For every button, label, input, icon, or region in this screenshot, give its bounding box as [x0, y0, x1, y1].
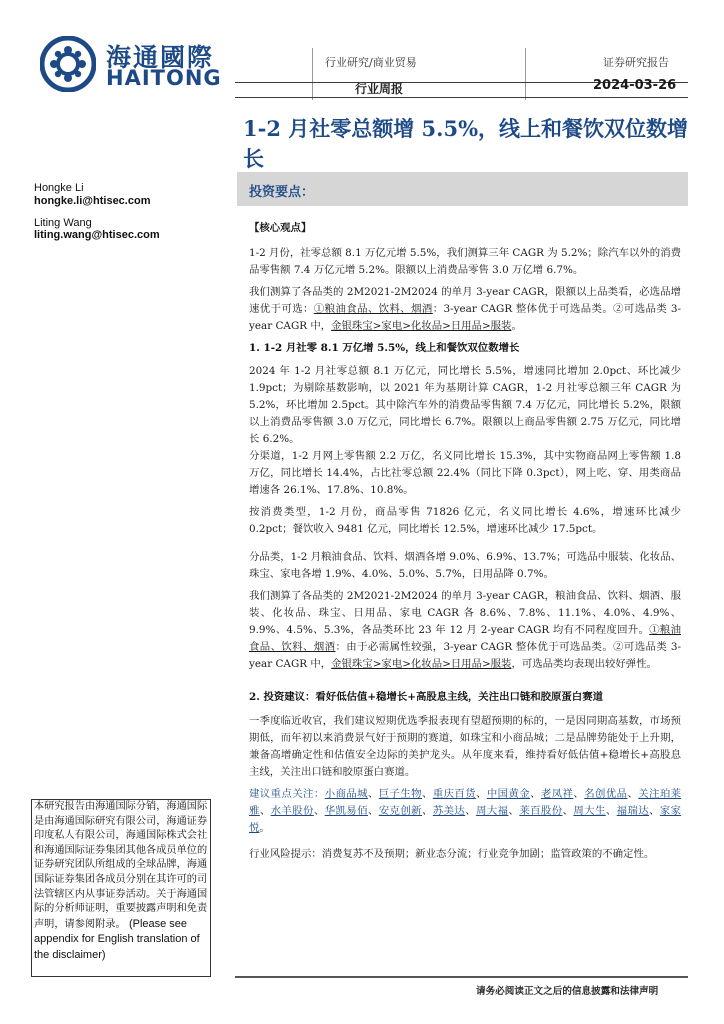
paragraph-text: 2024 年 1-2 月社零总额 8.1 万亿元，同比增长 5.5%，增速同比增加 2.0pct、环比减少 1.9pct；为剔除基数影响，以 2021 年为基期计算 CAGR，1-2 月社零总额三年 CAGR 为 5.2%，环比增加 2.5pct。其中除汽车外的消费品零售额 7.4 万亿元，同比增长 5.2%，限额以上消费品零售额 3.0 万亿元，同比增长 6.7%。限额以上商品零售额 2.75 万亿元，同比增长 6.2%。	[249, 365, 681, 445]
report-date: 2024-03-26	[593, 78, 677, 93]
paragraph-text: 分品类，1-2 月粮油食品、饮料、烟酒各增 9.0%、6.9%、13.7%；可选品中服装、化妆品、珠宝、家电各增 1.9%、4.0%、5.0%、5.7%，日用品降 0.7%。	[249, 551, 681, 580]
stock-link[interactable]: 重庆百货	[432, 788, 477, 800]
section-label: 投资要点：	[249, 185, 315, 200]
report-kind: 证券研究报告	[603, 56, 669, 69]
analyst-name: Hongke Li	[34, 182, 84, 194]
analyst-email[interactable]: hongke.li@htisec.com	[34, 195, 151, 207]
risk-text: 行业风险提示：消费复苏不及预期；新业态分流；行业竞争加剧；监管政策的不确定性。	[249, 848, 655, 860]
paragraph-text: 我们测算了各品类的 2M2021-2M2024 的单月 3-year CAGR，粮油食品、饮料、烟酒、服装、化妆品、珠宝、日用品、家电 CAGR 各 8.6%、7.8%、11.1%、4.0%、4.9%、9.9%、4.5%、5.3%，各品类环比 23 年 12 月 2-year CAGR 均有不同程度回升。①粮油食品、饮料、烟酒：由于必需属性较强，3-year CAGR 整体优于可选品类。②可选品类 3-year CAGR 中，金银珠宝>家电>化妆品>日用品>服装，可选品类均表现出较好弹性。	[249, 590, 682, 670]
staple-categories: ①粮油食品、饮料、烟酒	[313, 303, 433, 315]
stock-link[interactable]: 莱百股份	[519, 805, 563, 817]
stock-link[interactable]: 名创优品	[584, 788, 628, 800]
disclaimer-en: (Please see appendix for English translation of the disclaimer)	[34, 917, 200, 961]
stock-link[interactable]: 周大福	[476, 805, 509, 817]
paragraph-text: 1-2 月份，社零总额 8.1 万亿元增 5.5%，我们测算三年 CAGR 为 5.2%；除汽车以外的消费品零售额 7.4 万亿元增 5.2%。限额以上消费品零售 3.0 万亿增 6.7%。	[249, 247, 681, 276]
section-heading: 1. 1-2 月社零 8.1 万亿增 5.5%，线上和餐饮双位数增长	[249, 342, 520, 354]
paragraph	[249, 448, 681, 499]
staple-categories: ①粮油食品、饮料、烟酒	[249, 624, 682, 653]
paragraph	[249, 588, 681, 673]
paragraph	[249, 713, 681, 781]
header-divider	[312, 48, 313, 100]
stock-list: 小商品城、巨子生物、重庆百货、中国黄金、老凤祥、名创优品、关注珀莱雅、水羊股份、华凯易佰、安克创新、苏美达、周大福、莱百股份、周大生、福瑞达、家家悦	[249, 788, 682, 834]
paragraph	[249, 549, 681, 583]
risk-note	[249, 846, 681, 863]
paragraph-text: 按消费类型，1-2 月份，商品零售 71826 亿元，名义同比增长 4.6%，增速环比减少 0.2pct；餐饮收入 9481 亿元，同比增长 12.5%，增速环比减少 17.5pct。	[249, 506, 681, 535]
paragraph-text: 一季度临近收官，我们建议短期优选季报表现有望超预期的标的，一是因同期高基数，市场预期低，而年初以来消费景气好于预期的赛道，如珠宝和小商品城；二是品牌势能处于上升期，兼备高增确定性和估值安全边际的美护龙头。从年度来看，维持看好低估值+稳增长+高股息主线，关注出口链和胶原蛋白赛道。	[249, 715, 681, 778]
disclaimer-cn: 本研究报告由海通国际分销，海通国际是由海通国际研究有限公司，海通证券印度私人有限公司，海通国际株式会社和海通国际证券集团其他各成员单位的证券研究团队所组成的全球品牌，海通国际证券集团各成员分别在其许可的司法管辖区内从事证券活动。关于海通国际的分析师证明，重要披露声明和免责声明，请参阅附录。	[34, 801, 208, 930]
paragraph-text: 我们测算了各品类的 2M2021-2M2024 的单月 3-year CAGR，限额以上品类看，必选品增速优于可选：①粮油食品、饮料、烟酒：3-year CAGR 整体优于可选品类。②可选品类 3-year CAGR 中，金银珠宝>家电>化妆品>日用品>服装。	[249, 286, 682, 332]
recommendation-text: 建议重点关注：小商品城、巨子生物、重庆百货、中国黄金、老凤祥、名创优品、关注珀莱雅、水羊股份、华凯易佰、安克创新、苏美达、周大福、莱百股份、周大生、福瑞达、家家悦。	[249, 788, 682, 834]
core-heading: 【核心观点】	[249, 222, 312, 234]
stock-link[interactable]: 老凤祥	[540, 788, 574, 800]
recommendation-block	[249, 786, 681, 837]
optional-ranking: 金银珠宝>家电>化妆品>日用品>服装	[331, 320, 512, 332]
stock-link[interactable]: 巨子生物	[378, 788, 422, 800]
paragraph	[249, 363, 681, 448]
stock-link[interactable]: 小商品城	[324, 788, 368, 800]
optional-ranking: 金银珠宝>家电>化妆品>日用品>服装	[331, 658, 512, 670]
haitong-logo-icon	[40, 36, 96, 92]
footer-rule	[235, 976, 688, 978]
report-category: 行业研究/商业贸易	[325, 56, 417, 69]
disclaimer	[34, 800, 210, 964]
logo-chinese: 海通國際	[106, 43, 215, 72]
stock-link[interactable]: 中国黄金	[486, 788, 531, 800]
page-title: 1-2 月社零总额增 5.5%，线上和餐饮双位数增长	[243, 116, 689, 171]
report-type: 行业周报	[355, 82, 404, 96]
stock-link[interactable]: 苏美达	[432, 805, 466, 817]
stock-link[interactable]: 安克创新	[378, 805, 422, 817]
paragraph	[249, 245, 681, 279]
analyst-email[interactable]: liting.wang@htisec.com	[34, 229, 160, 241]
stock-link[interactable]: 家家悦	[249, 805, 682, 834]
stock-link[interactable]: 关注珀莱雅	[249, 788, 682, 817]
header-rule	[235, 97, 688, 98]
stock-link[interactable]: 华凯易佰	[324, 805, 368, 817]
stock-link[interactable]: 水羊股份	[270, 805, 314, 817]
analyst-name: Liting Wang	[34, 217, 92, 229]
paragraph-text: 分渠道，1-2 月网上零售额 2.2 万亿，名义同比增长 15.3%，其中实物商品网上零售额 1.8 万亿，同比增长 14.4%，占比社零总额 22.4%（同比下降 0.3pct），网上吃、穿、用类商品增速各 26.1%、17.8%、10.8%。	[249, 450, 681, 496]
section-heading: 2. 投资建议：看好低估值+稳增长+高股息主线，关注出口链和胶原蛋白赛道	[249, 691, 603, 703]
stock-link[interactable]: 福瑞达	[616, 805, 650, 817]
footer-note: 请务必阅读正文之后的信息披露和法律声明	[476, 986, 659, 997]
stock-link[interactable]: 周大生	[573, 805, 606, 817]
paragraph	[249, 504, 681, 538]
recommendation-label: 建议重点关注：	[249, 788, 325, 800]
paragraph	[249, 284, 681, 335]
logo-english: HAITONG	[106, 66, 222, 90]
header-divider	[525, 48, 526, 100]
